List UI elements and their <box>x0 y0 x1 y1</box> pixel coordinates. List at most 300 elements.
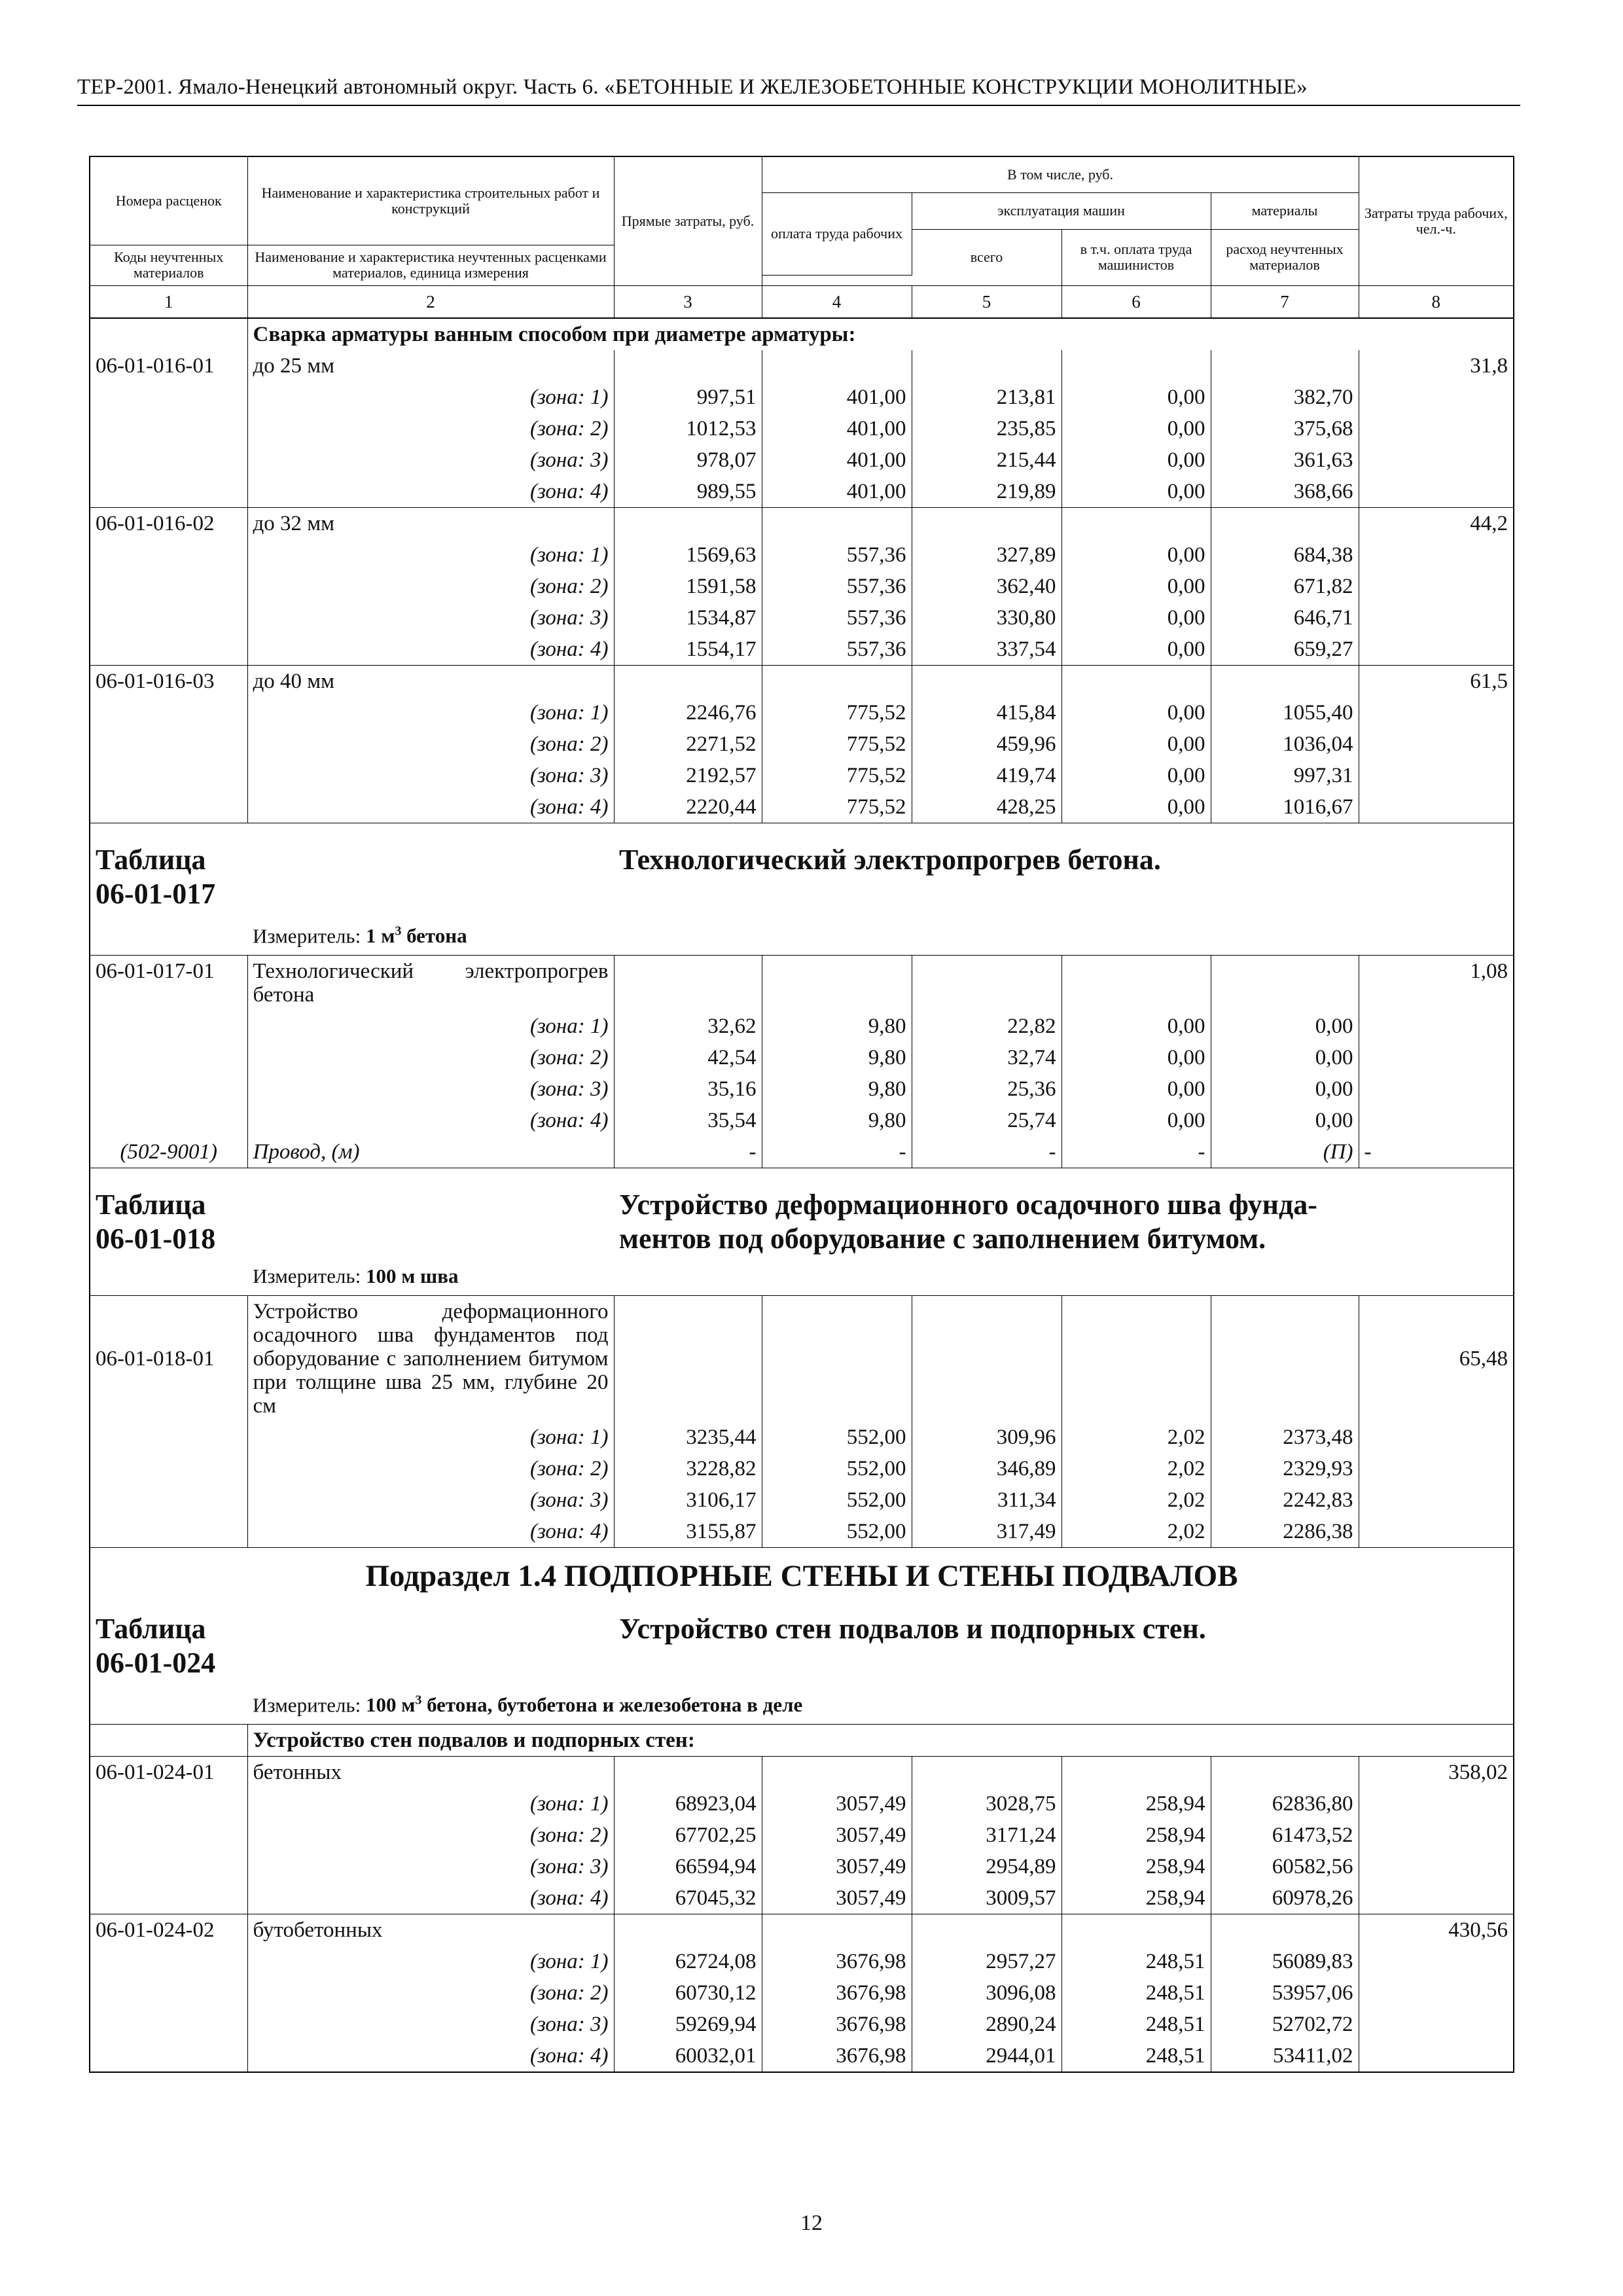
price-value: 215,44 <box>912 444 1061 476</box>
measure-row <box>90 1685 1513 1725</box>
price-value: 9,80 <box>762 1105 912 1136</box>
table-cell <box>1359 791 1513 823</box>
table-body <box>90 318 1513 2072</box>
section-heading: Устройство стен подвалов и подпорных стен: <box>247 1725 1513 1757</box>
table-cell: - <box>614 1136 762 1168</box>
price-value: 327,89 <box>912 539 1061 571</box>
table-cell <box>90 1516 247 1548</box>
zone-label: (зона: 1) <box>247 1788 614 1820</box>
table-title-row <box>90 1592 1513 1685</box>
table-cell <box>1061 1757 1211 1789</box>
zone-label: (зона: 1) <box>247 697 614 728</box>
price-value: 60032,01 <box>614 2040 762 2072</box>
price-value: 22,82 <box>912 1011 1061 1042</box>
table-cell <box>912 1914 1061 1946</box>
zone-row <box>90 382 1513 413</box>
labor-label: оплата труда рабочих <box>762 192 912 275</box>
measure-unit <box>247 1685 1513 1725</box>
material-spend: (П) <box>1211 1136 1359 1168</box>
zone-row <box>90 602 1513 634</box>
zone-label: (зона: 3) <box>247 602 614 634</box>
zone-row <box>90 476 1513 508</box>
table-cell <box>614 955 762 1011</box>
table-cell <box>90 382 247 413</box>
table-cell: - <box>912 1136 1061 1168</box>
price-value: 0,00 <box>1061 382 1211 413</box>
materials-label: материалы <box>1211 192 1359 229</box>
price-value: 2957,27 <box>912 1946 1061 1977</box>
price-value: 60730,12 <box>614 1977 762 2009</box>
price-value: 67045,32 <box>614 1882 762 1914</box>
machines-label: эксплуатация машин <box>912 192 1211 229</box>
rate-code: 06-01-017-01 <box>90 955 247 1011</box>
price-value: 9,80 <box>762 1042 912 1073</box>
price-value: 52702,72 <box>1211 2009 1359 2040</box>
table-cell <box>1359 1820 1513 1851</box>
table-cell <box>762 1757 912 1789</box>
price-value: 0,00 <box>1061 1073 1211 1105</box>
measure-value: 100 м шва <box>365 1264 459 1287</box>
rate-name: бетонных <box>247 1757 614 1789</box>
price-value: 60582,56 <box>1211 1851 1359 1882</box>
zone-row <box>90 444 1513 476</box>
table-cell <box>1359 1516 1513 1548</box>
table-cell <box>90 413 247 444</box>
table-cell <box>912 350 1061 382</box>
table-cell <box>1359 382 1513 413</box>
zone-row <box>90 1453 1513 1484</box>
price-value: 2954,89 <box>912 1851 1061 1882</box>
price-value: 311,34 <box>912 1484 1061 1516</box>
zone-label: (зона: 4) <box>247 1105 614 1136</box>
table-cell <box>1359 1788 1513 1820</box>
price-value: 25,36 <box>912 1073 1061 1105</box>
material-row <box>90 1136 1513 1168</box>
table-cell <box>90 1685 247 1725</box>
table-cell <box>1359 2009 1513 2040</box>
table-cell <box>90 1788 247 1820</box>
table-cell <box>1359 1851 1513 1882</box>
table-cell <box>1211 1914 1359 1946</box>
price-value: 671,82 <box>1211 571 1359 602</box>
price-value: 0,00 <box>1061 791 1211 823</box>
zone-label: (зона: 2) <box>247 1453 614 1484</box>
zone-row <box>90 760 1513 791</box>
rate-name: до 25 мм <box>247 350 614 382</box>
subsection-row <box>90 1547 1513 1592</box>
table-cell <box>1359 1105 1513 1136</box>
labor-hours: 61,5 <box>1359 665 1513 697</box>
material-code: (502-9001) <box>120 1139 217 1164</box>
rate-name: Технологический электропрогрев бетона <box>247 955 614 1011</box>
col2-top-label: Наименование и характеристика строительных работ и конструкций <box>247 157 614 245</box>
zone-label: (зона: 3) <box>247 1073 614 1105</box>
zone-label: (зона: 3) <box>247 444 614 476</box>
table-cell <box>912 1757 1061 1789</box>
price-value: 42,54 <box>614 1042 762 1073</box>
zone-label: (зона: 4) <box>247 791 614 823</box>
table-cell <box>614 507 762 539</box>
price-value: 3106,17 <box>614 1484 762 1516</box>
table-cell <box>90 634 247 666</box>
rate-row <box>90 1757 1513 1789</box>
table-title: Устройство деформационного осадочного шва фунда- ментов под оборудование с заполнением битумом. <box>614 1168 1513 1261</box>
table-cell <box>90 1725 247 1757</box>
price-value: 2373,48 <box>1211 1422 1359 1453</box>
table-cell <box>90 1851 247 1882</box>
zone-label: (зона: 4) <box>247 634 614 666</box>
price-value: 2271,52 <box>614 728 762 760</box>
price-value: 459,96 <box>912 728 1061 760</box>
rate-row <box>90 665 1513 697</box>
price-value: 0,00 <box>1211 1073 1359 1105</box>
price-value: 997,51 <box>614 382 762 413</box>
table-cell <box>1359 476 1513 508</box>
zone-row <box>90 571 1513 602</box>
price-value: 25,74 <box>912 1105 1061 1136</box>
price-value: 3676,98 <box>762 1946 912 1977</box>
table-cell <box>1211 507 1359 539</box>
page-header: ТЕР-2001. Ямало-Ненецкий автономный округ. Часть 6. «БЕТОННЫЕ И ЖЕЛЕЗОБЕТОННЫЕ КОНСТРУКЦИИ МОНОЛИТНЫЕ» <box>77 73 1520 106</box>
col8-label: Затраты труда рабочих, чел.-ч. <box>1359 157 1513 285</box>
price-value: 1055,40 <box>1211 697 1359 728</box>
table-cell: - <box>1061 1136 1211 1168</box>
labor-hours: 1,08 <box>1359 955 1513 1011</box>
table-cell <box>912 1295 1061 1422</box>
table-cell <box>90 1820 247 1851</box>
price-value: 1012,53 <box>614 413 762 444</box>
price-value: 0,00 <box>1211 1042 1359 1073</box>
table-cell <box>1359 760 1513 791</box>
table-title-row <box>90 1168 1513 1261</box>
labor-hours: 44,2 <box>1359 507 1513 539</box>
measure-row <box>90 1261 1513 1296</box>
price-value: 3028,75 <box>912 1788 1061 1820</box>
price-value: 0,00 <box>1061 728 1211 760</box>
price-value: 9,80 <box>762 1073 912 1105</box>
table-cell <box>90 1977 247 2009</box>
measure-tail: бетона <box>401 924 467 947</box>
table-title: Технологический электропрогрев бетона. <box>614 823 1513 916</box>
price-value: 0,00 <box>1061 602 1211 634</box>
materials-spend-label: расход неучтенных материалов <box>1211 229 1359 285</box>
rate-code: 06-01-016-03 <box>90 665 247 697</box>
table-cell <box>90 539 247 571</box>
labor-hours: 65,48 <box>1359 1295 1513 1422</box>
price-value: 1591,58 <box>614 571 762 602</box>
price-value: 2329,93 <box>1211 1453 1359 1484</box>
zone-label: (зона: 2) <box>247 413 614 444</box>
price-value: 3676,98 <box>762 1977 912 2009</box>
zone-row <box>90 1011 1513 1042</box>
price-value: 0,00 <box>1061 571 1211 602</box>
price-value: 219,89 <box>912 476 1061 508</box>
rate-code: 06-01-018-01 <box>90 1295 247 1422</box>
price-value: 35,54 <box>614 1105 762 1136</box>
price-value: 2242,83 <box>1211 1484 1359 1516</box>
price-value: 61473,52 <box>1211 1820 1359 1851</box>
price-value: 552,00 <box>762 1484 912 1516</box>
table-cell <box>90 1042 247 1073</box>
price-value: 258,94 <box>1061 1820 1211 1851</box>
price-value: 646,71 <box>1211 602 1359 634</box>
price-value: 3057,49 <box>762 1851 912 1882</box>
table-cell <box>1211 1757 1359 1789</box>
table-cell <box>1359 1484 1513 1516</box>
table-cell <box>1359 2040 1513 2072</box>
price-value: 0,00 <box>1061 1105 1211 1136</box>
price-value: 62836,80 <box>1211 1788 1359 1820</box>
table-title-number: Таблица 06-01-018 <box>90 1168 247 1261</box>
price-value: 59269,94 <box>614 2009 762 2040</box>
price-value: 3009,57 <box>912 1882 1061 1914</box>
zone-row <box>90 1042 1513 1073</box>
price-value: 401,00 <box>762 476 912 508</box>
price-value: 9,80 <box>762 1011 912 1042</box>
price-value: 375,68 <box>1211 413 1359 444</box>
zone-label: (зона: 3) <box>247 1851 614 1882</box>
table-cell <box>614 1914 762 1946</box>
measure-sup: 3 <box>395 924 402 939</box>
zone-label: (зона: 1) <box>247 539 614 571</box>
price-value: 32,74 <box>912 1042 1061 1073</box>
price-value: 0,00 <box>1061 476 1211 508</box>
table-cell: - <box>1359 1136 1513 1168</box>
rate-row <box>90 350 1513 382</box>
price-value: 56089,83 <box>1211 1946 1359 1977</box>
table-cell <box>1061 507 1211 539</box>
table-cell <box>1359 1453 1513 1484</box>
zone-row <box>90 2009 1513 2040</box>
measure-row <box>90 916 1513 956</box>
table-cell <box>1359 539 1513 571</box>
table-cell <box>90 760 247 791</box>
price-value: 330,80 <box>912 602 1061 634</box>
table-title-number: Таблица 06-01-024 <box>96 1612 216 1679</box>
price-value: 258,94 <box>1061 1851 1211 1882</box>
table-cell <box>1359 602 1513 634</box>
table-cell <box>247 823 614 916</box>
rate-code: 06-01-016-01 <box>96 353 215 378</box>
table-cell <box>614 1295 762 1422</box>
table-cell <box>90 1105 247 1136</box>
measure-value: 1 м <box>365 924 395 947</box>
table-cell <box>762 507 912 539</box>
price-value: 775,52 <box>762 791 912 823</box>
table-cell <box>90 318 247 350</box>
price-value: 368,66 <box>1211 476 1359 508</box>
price-value: 3096,08 <box>912 1977 1061 2009</box>
price-value: 3676,98 <box>762 2040 912 2072</box>
table-cell <box>1359 1011 1513 1042</box>
measure-unit <box>247 1261 1513 1296</box>
zone-row <box>90 1516 1513 1548</box>
price-value: 997,31 <box>1211 760 1359 791</box>
price-value: 3057,49 <box>762 1882 912 1914</box>
price-value: 3228,82 <box>614 1453 762 1484</box>
price-value: 35,16 <box>614 1073 762 1105</box>
price-value: 248,51 <box>1061 2040 1211 2072</box>
price-value: 0,00 <box>1211 1011 1359 1042</box>
price-value: 552,00 <box>762 1453 912 1484</box>
machines-total-label: всего <box>912 229 1061 285</box>
price-value: 62724,08 <box>614 1946 762 1977</box>
column-numbers: 1 2 3 4 5 6 7 8 <box>90 285 1513 317</box>
table-cell <box>912 507 1061 539</box>
rate-name: до 32 мм <box>247 507 614 539</box>
table-cell <box>90 1484 247 1516</box>
table-cell <box>90 1946 247 1977</box>
price-value: 53411,02 <box>1211 2040 1359 2072</box>
table-cell <box>90 697 247 728</box>
price-value: 2,02 <box>1061 1516 1211 1548</box>
table-cell <box>1211 665 1359 697</box>
table-cell <box>1359 1073 1513 1105</box>
price-value: 659,27 <box>1211 634 1359 666</box>
zone-row <box>90 1788 1513 1820</box>
rate-name: Устройство деформационного осадочного шва фундаментов под оборудование с заполнением битумом при толщине шва 25 мм, глубине 20 см <box>247 1295 614 1422</box>
zone-label: (зона: 3) <box>247 1484 614 1516</box>
labor-hours: 358,02 <box>1359 1757 1513 1789</box>
table-title-number: Таблица 06-01-017 <box>90 823 247 916</box>
zone-row <box>90 697 1513 728</box>
table-cell <box>90 476 247 508</box>
measure-value: 100 м <box>365 1693 416 1717</box>
price-value: 775,52 <box>762 728 912 760</box>
price-value: 428,25 <box>912 791 1061 823</box>
table-cell <box>1061 350 1211 382</box>
zone-label: (зона: 2) <box>247 1977 614 2009</box>
price-value: 557,36 <box>762 539 912 571</box>
price-value: 401,00 <box>762 413 912 444</box>
price-value: 0,00 <box>1061 634 1211 666</box>
measure-unit <box>247 916 1513 956</box>
table-cell <box>90 1882 247 1914</box>
rate-row <box>90 955 1513 1011</box>
price-value: 235,85 <box>912 413 1061 444</box>
price-value: 3235,44 <box>614 1422 762 1453</box>
price-value: 0,00 <box>1061 444 1211 476</box>
zone-label: (зона: 2) <box>247 571 614 602</box>
zone-row <box>90 1946 1513 1977</box>
zone-row <box>90 634 1513 666</box>
price-table <box>89 156 1514 2073</box>
table-cell <box>1061 955 1211 1011</box>
table-cell <box>90 728 247 760</box>
price-value: 2,02 <box>1061 1453 1211 1484</box>
table-cell <box>1211 955 1359 1011</box>
zone-row <box>90 1422 1513 1453</box>
table-cell <box>90 1261 247 1296</box>
rate-name: бутобетонных <box>247 1914 614 1946</box>
table-cell <box>90 602 247 634</box>
zone-row <box>90 1882 1513 1914</box>
price-value: 557,36 <box>762 602 912 634</box>
zone-label: (зона: 2) <box>247 1820 614 1851</box>
price-value: 2192,57 <box>614 760 762 791</box>
table-cell <box>247 1168 614 1261</box>
table-cell <box>90 571 247 602</box>
zone-label: (зона: 3) <box>247 760 614 791</box>
price-value: 3171,24 <box>912 1820 1061 1851</box>
price-value: 1569,63 <box>614 539 762 571</box>
price-value: 1534,87 <box>614 602 762 634</box>
table-cell <box>614 1757 762 1789</box>
price-value: 258,94 <box>1061 1882 1211 1914</box>
table-header <box>90 157 1513 318</box>
price-value: 317,49 <box>912 1516 1061 1548</box>
price-value: 346,89 <box>912 1453 1061 1484</box>
price-value: 3155,87 <box>614 1516 762 1548</box>
zone-label: (зона: 1) <box>247 1946 614 1977</box>
price-value: 213,81 <box>912 382 1061 413</box>
price-value: 401,00 <box>762 382 912 413</box>
price-value: 552,00 <box>762 1516 912 1548</box>
table-cell <box>90 1422 247 1453</box>
table-cell <box>614 350 762 382</box>
price-value: 2,02 <box>1061 1422 1211 1453</box>
price-value: 0,00 <box>1211 1105 1359 1136</box>
table-cell <box>1359 634 1513 666</box>
price-value: 557,36 <box>762 571 912 602</box>
price-value: 978,07 <box>614 444 762 476</box>
table-cell <box>762 955 912 1011</box>
zone-row <box>90 539 1513 571</box>
table-cell: - <box>762 1136 912 1168</box>
section-heading-row <box>90 318 1513 350</box>
table-cell <box>614 665 762 697</box>
price-value: 2,02 <box>1061 1484 1211 1516</box>
rate-name: до 40 мм <box>247 665 614 697</box>
table-cell <box>1359 1977 1513 2009</box>
table-cell <box>912 665 1061 697</box>
table-cell <box>912 955 1061 1011</box>
table-cell <box>90 1073 247 1105</box>
rate-code: 06-01-024-01 <box>90 1757 247 1789</box>
price-value: 309,96 <box>912 1422 1061 1453</box>
table-cell <box>90 2009 247 2040</box>
price-value: 684,38 <box>1211 539 1359 571</box>
table-title: Устройство стен подвалов и подпорных стен. <box>619 1612 1206 1645</box>
section-heading: Сварка арматуры ванным способом при диаметре арматуры: <box>247 318 1513 350</box>
price-value: 248,51 <box>1061 2009 1211 2040</box>
measure-sup: 3 <box>415 1693 422 1708</box>
table-cell <box>1359 444 1513 476</box>
price-value: 1036,04 <box>1211 728 1359 760</box>
table-cell <box>1211 350 1359 382</box>
incl-label: В том числе, руб. <box>762 157 1359 192</box>
zone-label: (зона: 3) <box>247 2009 614 2040</box>
price-value: 0,00 <box>1061 1011 1211 1042</box>
table-cell <box>1359 1042 1513 1073</box>
zone-row <box>90 1977 1513 2009</box>
zone-row <box>90 413 1513 444</box>
table-cell <box>90 444 247 476</box>
zone-label: (зона: 2) <box>247 1042 614 1073</box>
rate-row <box>90 1914 1513 1946</box>
price-value: 2944,01 <box>912 2040 1061 2072</box>
col1-bottom-label: Коды неучтенных материалов <box>90 245 247 285</box>
price-value: 3676,98 <box>762 2009 912 2040</box>
table-cell <box>1359 1946 1513 1977</box>
price-value: 32,62 <box>614 1011 762 1042</box>
table-cell <box>1359 728 1513 760</box>
table-cell <box>762 1295 912 1422</box>
subsection-title: Подраздел 1.4 ПОДПОРНЫЕ СТЕНЫ И СТЕНЫ ПОДВАЛОВ <box>90 1547 1513 1592</box>
table-title-row <box>90 823 1513 916</box>
material-name: Провод, (м) <box>247 1136 614 1168</box>
zone-row <box>90 791 1513 823</box>
